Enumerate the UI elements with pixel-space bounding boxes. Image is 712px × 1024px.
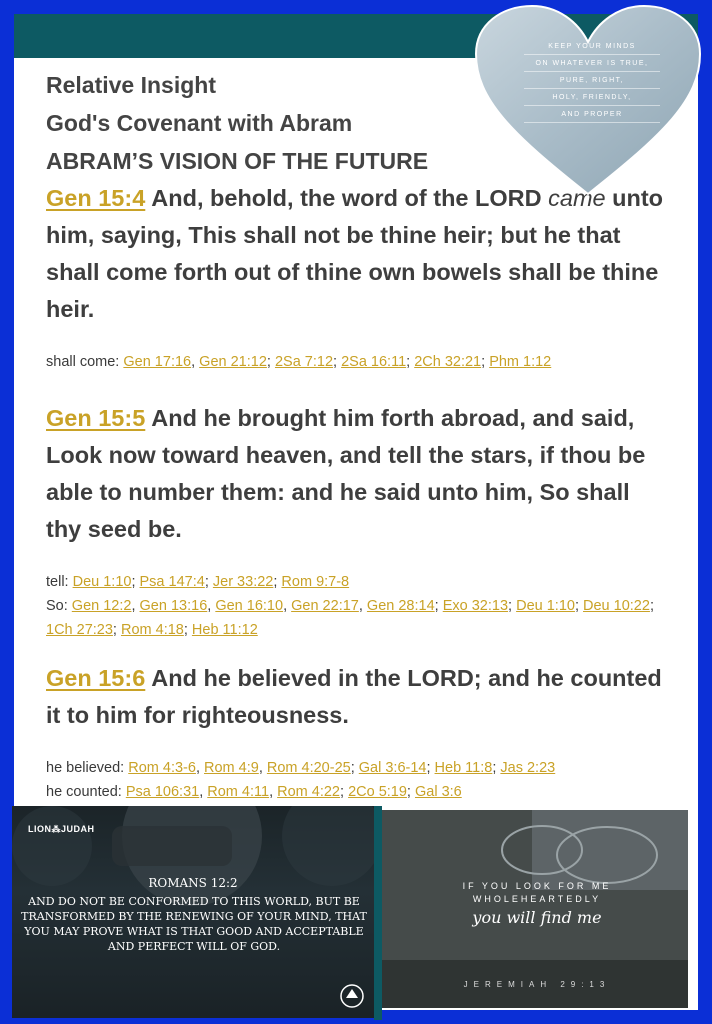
xref-link[interactable]: Phm 1:12 <box>489 354 552 370</box>
xref-link[interactable]: Rom 4:18 <box>120 622 184 638</box>
verse-ref-link[interactable]: Gen 15:5 <box>46 405 146 431</box>
xref-link[interactable]: Jer 33:22 <box>212 574 274 590</box>
jeremiah-line2-text: WHOLEHEARTEDLY <box>472 894 602 904</box>
xref-separator: , <box>258 760 267 776</box>
xref-separator: , <box>283 598 292 614</box>
jeremiah-ref: JEREMIAH 29:13 <box>463 980 611 989</box>
romans-text: AND DO NOT BE CONFORMED TO THIS WORLD, BUT BE TRANSFORMED BY THE RENEWING OF YOUR MIND, THAT YOU MAY PROVE WHAT IS THAT GOOD AND ACCEPTABLE AND PERFECT WILL OF GOD. <box>21 895 367 953</box>
xref-link[interactable]: Jas 2:23 <box>500 760 556 776</box>
xref-separator: , <box>207 598 216 614</box>
xref-separator: ; <box>574 598 584 614</box>
heart-text <box>524 40 660 125</box>
xref-separator: ; <box>406 354 415 370</box>
xref-link[interactable]: Rom 4:22 <box>277 784 340 800</box>
verse-text: unto him, saying, This shall not be thine heir; but he that shall come forth out of thine own bowels shall be thine heir. <box>46 185 664 322</box>
xref-link[interactable]: Psa 147:4 <box>139 574 205 590</box>
xref-link[interactable]: Rom 4:11 <box>207 784 270 800</box>
xref-link[interactable]: Gen 21:12 <box>199 354 267 370</box>
xref-link[interactable]: Gen 12:2 <box>71 598 132 614</box>
xref-link[interactable]: Heb 11:12 <box>191 622 258 638</box>
xref-line <box>46 350 666 374</box>
xref-link[interactable]: Rom 4:3-6 <box>128 760 196 776</box>
romans-heading: ROMANS 12:2 <box>148 876 238 890</box>
xref-separator: ; <box>131 574 140 590</box>
xref-link[interactable]: 2Ch 32:21 <box>414 354 482 370</box>
xref-link[interactable]: Psa 106:31 <box>125 784 200 800</box>
xref-separator: ; <box>273 574 282 590</box>
xref-link[interactable]: 2Sa 16:11 <box>341 354 407 370</box>
xref-separator: ; <box>340 784 349 800</box>
xref-link[interactable]: 1Ch 27:23 <box>46 622 113 638</box>
xref-link[interactable]: Deu 10:22 <box>583 598 650 614</box>
verse-text: And he brought him forth abroad, and said, Look now toward heaven, and tell the stars, if thou be able to number them: and he said unto him, So shall thy seed be. <box>46 405 646 542</box>
heart-line: AND PROPER <box>524 108 660 123</box>
xref-link[interactable]: Gal 3:6-14 <box>358 760 427 776</box>
xref-line <box>46 780 666 804</box>
xref-separator: , <box>358 598 367 614</box>
xref-line <box>46 756 666 780</box>
heart-line: KEEP YOUR MINDS <box>524 40 660 55</box>
xref-link[interactable]: Rom 4:20-25 <box>266 760 351 776</box>
xref-separator: ; <box>333 354 342 370</box>
xref-label: he believed: <box>46 760 129 776</box>
xref-link[interactable]: 2Co 5:19 <box>348 784 407 800</box>
heart-line: PURE, RIGHT, <box>524 74 660 89</box>
verse-text: And he believed in the LORD; and he counted it to him for righteousness. <box>46 665 662 728</box>
xref-separator: ; <box>112 622 121 638</box>
xref-link[interactable]: Gen 28:14 <box>366 598 435 614</box>
subtitle-covenant: God's Covenant with Abram <box>46 110 353 136</box>
xref-separator: ; <box>266 354 275 370</box>
title-relative-insight: Relative Insight <box>46 72 216 98</box>
lion-logo-icon <box>338 982 366 1010</box>
xref-separator: ; <box>406 784 415 800</box>
section-heading: ABRAM’S VISION OF THE FUTURE <box>46 148 429 174</box>
heart-line: ON WHATEVER IS TRUE, <box>524 57 660 72</box>
brand-label: LION⁂JUDAH <box>28 824 95 834</box>
xref-separator: ; <box>350 760 359 776</box>
xref-link[interactable]: 2Sa 7:12 <box>274 354 334 370</box>
verse-gen-15-5 <box>46 400 666 548</box>
xref-link[interactable]: Rom 4:9 <box>204 760 259 776</box>
xref-label: shall come: <box>46 354 124 370</box>
xref-link[interactable]: Heb 11:8 <box>434 760 493 776</box>
heart-line: HOLY, FRIENDLY, <box>524 91 660 106</box>
xref-separator: , <box>269 784 278 800</box>
xref-separator: ; <box>426 760 435 776</box>
xref-link[interactable]: Deu 1:10 <box>516 598 575 614</box>
xref-link[interactable]: Gen 17:16 <box>123 354 192 370</box>
jeremiah-script: you will find me <box>472 908 602 927</box>
xref-label: So: <box>46 598 72 614</box>
xref-line <box>46 570 666 594</box>
jeremiah-image <box>382 810 688 1008</box>
verse-gen-15-6 <box>46 660 666 734</box>
xref-separator: , <box>199 784 208 800</box>
xref-separator: ; <box>204 574 213 590</box>
xref-separator: , <box>191 354 200 370</box>
xref-separator: ; <box>434 598 443 614</box>
xref-label: tell: <box>46 574 73 590</box>
xref-link[interactable]: Rom 9:7-8 <box>281 574 350 590</box>
verse-italic-word: came <box>548 185 606 211</box>
xref-link[interactable]: Gen 13:16 <box>139 598 208 614</box>
xref-link[interactable]: Gal 3:6 <box>414 784 462 800</box>
verse-ref-link[interactable]: Gen 15:6 <box>46 665 146 691</box>
verse-ref-link[interactable]: Gen 15:4 <box>46 185 146 211</box>
xref-separator: , <box>195 760 204 776</box>
xref-link[interactable]: Deu 1:10 <box>72 574 132 590</box>
verse-text: And, behold, the word of the LORD <box>151 185 549 211</box>
xref-separator: ; <box>492 760 501 776</box>
image-divider <box>374 806 382 1020</box>
xref-link[interactable]: Exo 32:13 <box>442 598 509 614</box>
xref-separator: ; <box>649 598 654 614</box>
xref-link[interactable]: Gen 16:10 <box>215 598 284 614</box>
xref-separator: ; <box>508 598 517 614</box>
romans-image <box>12 806 374 1018</box>
jeremiah-line1 <box>402 880 672 906</box>
xref-separator: ; <box>183 622 192 638</box>
xref-separator: ; <box>481 354 490 370</box>
xref-line <box>46 594 666 642</box>
xref-label: he counted: <box>46 784 126 800</box>
xref-separator: , <box>131 598 140 614</box>
xref-link[interactable]: Gen 22:17 <box>291 598 359 614</box>
jeremiah-line1-text: IF YOU LOOK FOR ME <box>462 881 612 891</box>
